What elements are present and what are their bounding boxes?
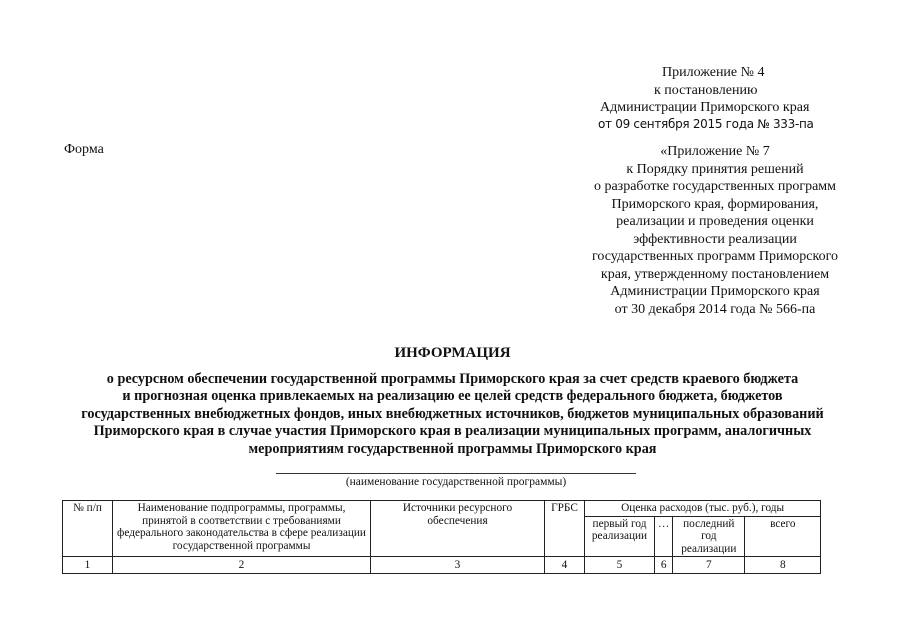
column-number: 3 bbox=[371, 557, 545, 574]
header-num: № п/п bbox=[63, 501, 113, 557]
header-estimate: Оценка расходов (тыс. руб.), годы bbox=[585, 501, 821, 517]
appendix-7-line: от 30 декабря 2014 года № 566-па bbox=[614, 301, 816, 317]
column-number: 5 bbox=[585, 557, 655, 574]
appendix-7-block bbox=[580, 143, 850, 318]
subtitle-line: Приморского края в случае участия Приморского края в реализации муниципальных программ, аналогичных bbox=[93, 423, 812, 440]
resource-info-table bbox=[62, 500, 821, 574]
subtitle-line: о ресурсном обеспечении государственной программы Приморского края за счет средств краевого бюджета bbox=[106, 371, 799, 387]
table-row bbox=[63, 557, 821, 574]
column-number: 2 bbox=[113, 557, 371, 574]
appendix-7-line: Приморского края, формирования, bbox=[611, 196, 819, 212]
subtitle-line: государственных внебюджетных фондов, иных внебюджетных источников, бюджетов муниципальных образований bbox=[81, 405, 824, 422]
appendix-4-block bbox=[598, 64, 838, 133]
appendix-7-line: эффективности реализации bbox=[633, 231, 797, 247]
appendix-7-line: к Порядку принятия решений bbox=[626, 161, 804, 177]
column-number: 1 bbox=[63, 557, 113, 574]
appendix-4-line: к постановлению bbox=[654, 83, 758, 98]
document-subtitle bbox=[0, 371, 905, 458]
subtitle-line: мероприятиям государственной программы Приморского края bbox=[248, 440, 657, 457]
appendix-7-line: «Приложение № 7 bbox=[660, 144, 770, 159]
subheader-last-year: последний год реализации bbox=[673, 516, 745, 557]
program-name-blank-line bbox=[276, 473, 636, 474]
appendix-7-line: края, утвержденному постановлением bbox=[600, 266, 830, 282]
subtitle-line: и прогнозная оценка привлекаемых на реализацию ее целей средств федерального бюджета, бюджетов bbox=[122, 388, 783, 405]
subheader-first-year: первый год реализации bbox=[585, 516, 655, 557]
appendix-7-line: Администрации Приморского края bbox=[610, 284, 820, 299]
header-name: Наименование подпрограммы, программы, принятой в соответствии с требованиями федерального законодательства в сфере реализации государственной программы bbox=[113, 501, 371, 557]
column-number: 6 bbox=[655, 557, 673, 574]
appendix-4-date-line: от 09 сентября 2015 года № 333-па bbox=[598, 117, 814, 131]
appendix-7-line: государственных программ Приморского bbox=[591, 249, 839, 264]
form-label: Форма bbox=[64, 142, 104, 157]
appendix-4-title: Приложение № 4 bbox=[662, 65, 765, 80]
column-number: 7 bbox=[673, 557, 745, 574]
header-sources: Источники ресурсного обеспечения bbox=[371, 501, 545, 557]
appendix-7-line: реализации и проведения оценки bbox=[616, 214, 814, 229]
header-grbs: ГРБС bbox=[545, 501, 585, 557]
column-number: 8 bbox=[745, 557, 821, 574]
program-name-caption: (наименование государственной программы) bbox=[345, 476, 567, 488]
column-number: 4 bbox=[545, 557, 585, 574]
subheader-dots: … bbox=[655, 516, 673, 557]
appendix-7-line: о разработке государственных программ bbox=[593, 179, 837, 194]
subheader-total: всего bbox=[745, 516, 821, 557]
table-header-row bbox=[63, 501, 821, 517]
document-title: ИНФОРМАЦИЯ bbox=[394, 345, 511, 361]
appendix-4-line: Администрации Приморского края bbox=[600, 100, 810, 115]
